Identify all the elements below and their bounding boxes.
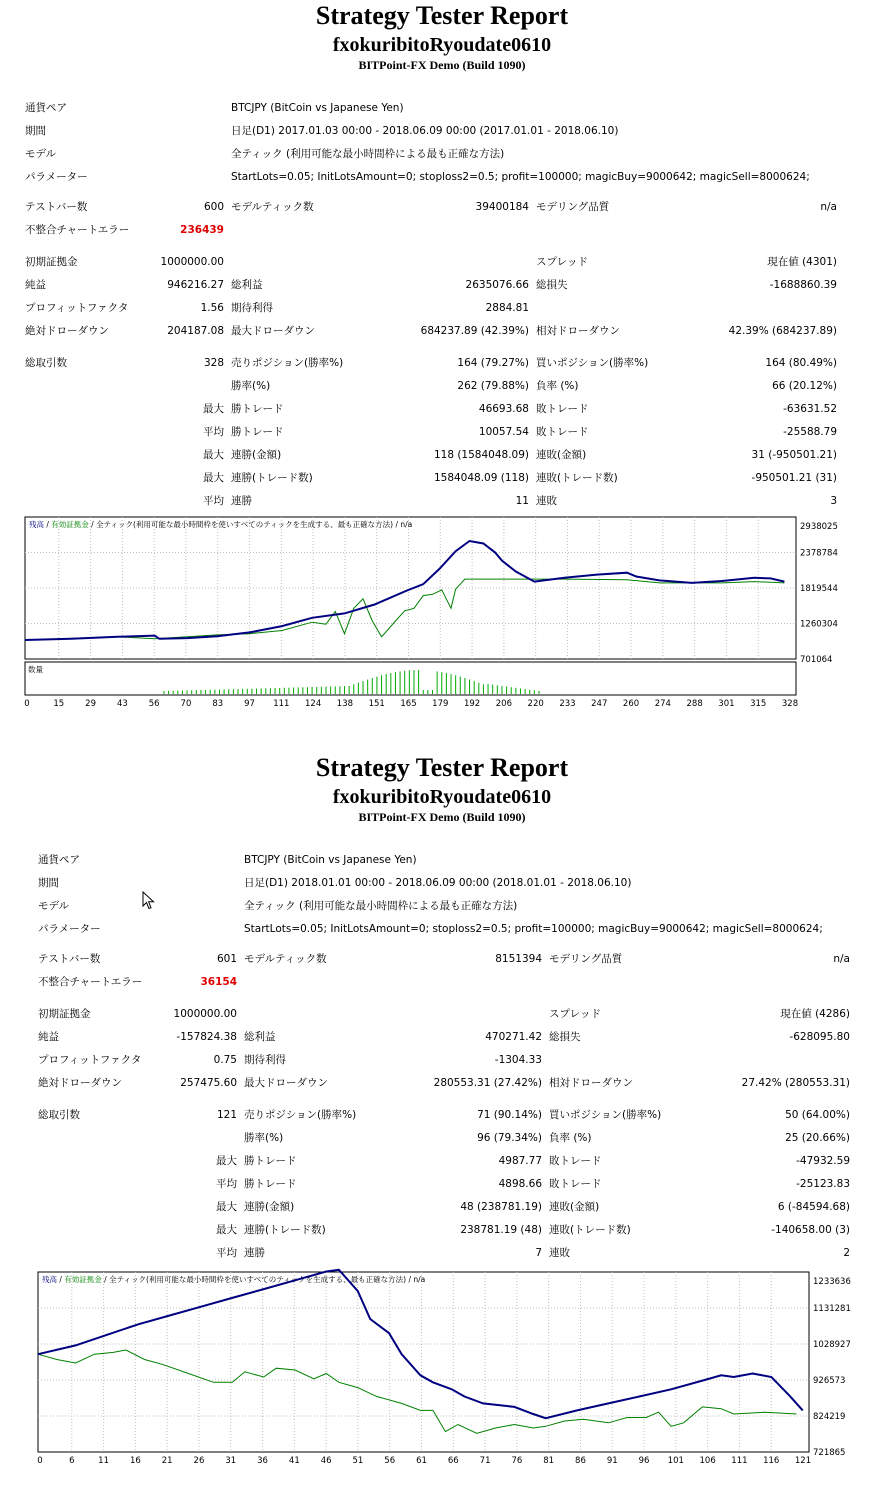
y-tick-label: 1819544 [800,584,838,594]
stat-value: 164 (80.49%) [765,357,837,369]
stat-label: 敗トレード [536,403,589,415]
pf-label: プロフィットファクタ [38,1054,142,1066]
chart-legend [29,519,412,529]
x-tick-label: 56 [148,699,160,709]
x-tick-label: 26 [193,1456,205,1466]
x-tick-label: 206 [495,699,512,709]
stat-label: 連勝(金額) [244,1201,295,1213]
ea-name: fxokuribitoRyoudate0610 [332,34,552,56]
x-tick-label: 138 [336,699,354,709]
stat-label: 連勝(トレード数) [231,472,313,484]
mismatch-label: 不整合チャートエラー [38,976,143,988]
stat-label: 敗トレード [536,426,589,438]
x-tick-label: 6 [69,1456,75,1466]
model-label: モデル [38,900,69,912]
stat-qualifier: 最大 [203,449,224,461]
gross-profit-label: 総利益 [244,1031,276,1043]
max-dd-label: 最大ドローダウン [231,325,315,337]
expected-value: 2884.81 [485,302,529,314]
x-tick-label: 274 [654,699,671,709]
rel-dd-value: 42.39% (684237.89) [728,325,837,337]
chart-legend [42,1274,425,1284]
x-tick-label: 15 [53,699,65,709]
params-label: パラメーター [38,923,101,935]
x-tick-label: 83 [212,699,224,709]
stat-value: -25588.79 [783,426,837,438]
report-2 [0,752,884,1506]
symbol-label: 通貨ペア [38,854,80,866]
stat-label: 負率 (%) [549,1132,592,1144]
stat-qualifier: 平均 [216,1247,237,1259]
stat-value: 50 (64.00%) [785,1109,850,1121]
mismatch-value: 36154 [200,976,237,988]
stat-qualifier: 最大 [216,1224,237,1236]
stat-label: 連敗 [536,495,557,507]
stat-label: 連敗(金額) [536,449,587,461]
stat-label: 連敗(トレード数) [536,472,618,484]
params-value: StartLots=0.05; InitLotsAmount=0; stoploss2=0.5; profit=100000; magicBuy=9000642; magicSell=8000624; [231,171,810,183]
x-tick-label: 111 [273,699,290,709]
y-tick-label: 2378784 [800,548,838,559]
x-tick-label: 36 [257,1456,268,1466]
spread-label: スプレッド [536,256,588,268]
stat-value: 328 [203,357,224,369]
params-value: StartLots=0.05; InitLotsAmount=0; stoploss2=0.5; profit=100000; magicBuy=9000642; magicSell=8000624; [244,923,823,935]
x-tick-label: 96 [638,1456,650,1466]
stat-value: -950501.21 (31) [751,472,837,484]
x-tick-label: 106 [699,1456,716,1466]
x-tick-label: 43 [116,699,128,709]
stat-qualifier: 平均 [216,1178,237,1190]
bars-value: 600 [203,201,224,213]
expected-value: -1304.33 [494,1054,542,1066]
stat-qualifier: 最大 [216,1155,237,1167]
x-tick-label: 51 [352,1456,364,1466]
deposit-label: 初期証拠金 [25,256,78,268]
stat-label: 勝率(%) [231,380,271,392]
stat-label: 総取引数 [38,1109,80,1121]
legend-equity: 有効証拠金 [64,1275,102,1284]
stat-value: -140658.00 (3) [771,1224,850,1236]
symbol-value: BTCJPY (BitCoin vs Japanese Yen) [231,102,404,114]
y-tick-label: 2938025 [800,522,838,532]
legend-equity: 有効証拠金 [51,520,89,529]
x-tick-label: 71 [479,1456,491,1466]
symbol-label: 通貨ペア [25,102,67,114]
y-tick-label: 1131281 [813,1304,851,1314]
server-build: BITPoint-FX Demo (Build 1090) [358,810,526,824]
x-tick-label: 70 [180,699,192,709]
params-label: パラメーター [25,171,88,183]
stat-value: 25 (20.66%) [785,1132,850,1144]
mismatch-label: 不整合チャートエラー [25,224,130,236]
x-tick-label: 116 [763,1456,780,1466]
mouse-cursor-icon [142,891,156,911]
net-label: 純益 [38,1031,59,1043]
x-tick-label: 11 [98,1456,109,1466]
ticks-label: モデルティック数 [231,201,314,213]
spread-label: スプレッド [549,1008,601,1020]
net-value: -157824.38 [176,1031,237,1043]
gross-loss-label: 総損失 [549,1031,581,1043]
model-value: 全ティック (利用可能な最小時間枠による最も正確な方法) [231,148,505,160]
max-dd-value: 280553.31 (27.42%) [433,1077,542,1089]
x-tick-label: 179 [432,699,449,709]
bars-label: テストバー数 [38,953,101,965]
legend-separator: / [44,520,52,529]
stat-label: 連勝 [231,495,252,507]
volume-label: 数量 [28,665,43,674]
gross-profit-value: 470271.42 [485,1031,542,1043]
bars-value: 601 [216,953,237,965]
x-tick-label: 91 [606,1456,618,1466]
stat-value: 10057.54 [478,426,529,438]
x-tick-label: 0 [37,1456,43,1466]
abs-dd-value: 257475.60 [180,1077,237,1089]
stat-value: 11 [515,495,529,507]
report-title: Strategy Tester Report [315,753,569,782]
stat-label: 売りポジション(勝率%) [231,357,344,369]
stat-label: 勝率(%) [244,1132,284,1144]
gross-loss-label: 総損失 [536,279,568,291]
stat-label: 勝トレード [244,1178,297,1190]
stat-qualifier: 最大 [203,472,224,484]
x-tick-label: 29 [85,699,96,709]
ticks-label: モデルティック数 [244,953,327,965]
x-tick-label: 56 [384,1456,396,1466]
expected-label: 期待利得 [244,1054,286,1066]
stat-value: 96 (79.34%) [477,1132,542,1144]
legend-balance: 残高 [29,520,44,529]
stat-label: 連敗(金額) [549,1201,600,1213]
x-tick-label: 46 [320,1456,332,1466]
stat-value: 31 (-950501.21) [751,449,837,461]
x-tick-label: 233 [559,699,576,709]
abs-dd-label: 絶対ドローダウン [25,325,109,337]
x-tick-label: 247 [591,699,608,709]
x-tick-label: 220 [527,699,544,709]
x-tick-label: 165 [400,699,417,709]
x-tick-label: 41 [288,1456,300,1466]
stat-value: 71 (90.14%) [477,1109,542,1121]
ticks-value: 8151394 [495,953,542,965]
stat-label: 連勝 [244,1247,265,1259]
max-dd-value: 684237.89 (42.39%) [420,325,529,337]
x-tick-label: 86 [575,1456,586,1466]
x-tick-label: 0 [24,699,30,709]
pf-value: 1.56 [200,302,224,314]
stat-value: 7 [535,1247,542,1259]
quality-value: n/a [820,201,837,213]
stat-label: 敗トレード [549,1155,602,1167]
stat-label: 総取引数 [25,357,67,369]
ea-name: fxokuribitoRyoudate0610 [332,786,552,808]
x-tick-label: 124 [305,699,322,709]
x-tick-label: 328 [781,699,799,709]
x-tick-label: 66 [447,1456,459,1466]
stat-qualifier: 最大 [203,403,224,415]
stat-value: 4987.77 [498,1155,542,1167]
rel-dd-label: 相対ドローダウン [549,1077,633,1089]
period-value: 日足(D1) 2018.01.01 00:00 - 2018.06.09 00:00 (2018.01.01 - 2018.06.10) [244,877,632,889]
x-tick-label: 61 [416,1456,427,1466]
x-tick-label: 315 [750,699,767,709]
stat-qualifier: 最大 [216,1201,237,1213]
stat-label: 買いポジション(勝率%) [549,1109,662,1121]
deposit-value: 1000000.00 [160,256,224,268]
stat-value: -25123.83 [796,1178,850,1190]
stat-value: 121 [216,1109,237,1121]
model-value: 全ティック (利用可能な最小時間枠による最も正確な方法) [244,900,518,912]
legend-model: / 全ティック(利用可能な最小時間枠を使いすべてのティックを生成する、最も正確な方法) / n/a [101,1275,426,1284]
abs-dd-value: 204187.08 [167,325,224,337]
stat-label: 連敗(トレード数) [549,1224,631,1236]
gross-profit-label: 総利益 [231,279,263,291]
x-tick-label: 97 [244,699,255,709]
stat-label: 勝トレード [231,426,284,438]
stat-label: 売りポジション(勝率%) [244,1109,357,1121]
y-tick-label: 824219 [813,1412,846,1422]
x-tick-label: 260 [622,699,640,709]
deposit-value: 1000000.00 [173,1008,237,1020]
y-tick-label: 926573 [813,1376,846,1386]
period-value: 日足(D1) 2017.01.03 00:00 - 2018.06.09 00:00 (2017.01.01 - 2018.06.10) [231,125,619,137]
x-tick-label: 81 [543,1456,555,1466]
stat-value: 262 (79.88%) [457,380,529,392]
x-tick-label: 76 [511,1456,523,1466]
y-tick-label: 1233636 [813,1277,851,1287]
stat-value: 118 (1584048.09) [433,449,529,461]
x-tick-label: 16 [129,1456,141,1466]
stat-label: 負率 (%) [536,380,579,392]
report-title: Strategy Tester Report [315,1,569,30]
stat-value: -63631.52 [783,403,837,415]
x-tick-label: 301 [718,699,735,709]
stat-label: 買いポジション(勝率%) [536,357,649,369]
stat-value: 238781.19 (48) [460,1224,542,1236]
pf-value: 0.75 [213,1054,237,1066]
period-label: 期間 [38,877,59,889]
deposit-label: 初期証拠金 [38,1008,91,1020]
volume-panel [25,662,796,695]
period-label: 期間 [25,125,46,137]
mismatch-value: 236439 [180,224,224,236]
stat-value: 2 [843,1247,850,1259]
model-label: モデル [25,148,56,160]
x-tick-label: 192 [463,699,481,709]
gross-profit-value: 2635076.66 [465,279,529,291]
stat-label: 連勝(金額) [231,449,282,461]
stat-value: 46693.68 [478,403,529,415]
stat-label: 連敗 [549,1247,570,1259]
spread-value: 現在値 (4301) [767,256,837,268]
balance-chart [0,1267,884,1479]
net-label: 純益 [25,279,46,291]
ticks-value: 39400184 [475,201,529,213]
gross-loss-value: -628095.80 [789,1031,850,1043]
stat-qualifier: 平均 [203,426,224,438]
legend-model: / 全ティック(利用可能な最小時間枠を使いすべてのティックを生成する、最も正確な方法) / n/a [88,520,413,529]
quality-value: n/a [833,953,850,965]
x-tick-label: 121 [794,1456,812,1466]
y-tick-label: 1028927 [813,1340,851,1350]
stat-value: 4898.66 [498,1178,542,1190]
pf-label: プロフィットファクタ [25,302,129,314]
net-value: 946216.27 [167,279,224,291]
legend-balance: 残高 [42,1275,57,1284]
quality-label: モデリング品質 [536,201,610,213]
abs-dd-label: 絶対ドローダウン [38,1077,122,1089]
y-tick-label: 721865 [813,1448,846,1458]
stat-value: 164 (79.27%) [457,357,529,369]
x-tick-label: 151 [368,699,385,709]
gross-loss-value: -1688860.39 [769,279,837,291]
rel-dd-label: 相対ドローダウン [536,325,620,337]
x-tick-label: 111 [731,1456,748,1466]
bars-label: テストバー数 [25,201,88,213]
expected-label: 期待利得 [231,302,273,314]
balance-chart [0,515,884,715]
stat-label: 敗トレード [549,1178,602,1190]
stat-label: 勝トレード [231,403,284,415]
x-tick-label: 288 [686,699,703,709]
max-dd-label: 最大ドローダウン [244,1077,328,1089]
stat-value: 48 (238781.19) [460,1201,542,1213]
stat-value: 3 [830,495,837,507]
rel-dd-value: 27.42% (280553.31) [741,1077,850,1089]
stat-qualifier: 平均 [203,495,224,507]
stat-value: 6 (-84594.68) [777,1201,850,1213]
stat-value: -47932.59 [796,1155,850,1167]
legend-separator: / [57,1275,65,1284]
y-tick-label: 701064 [800,655,833,665]
x-tick-label: 21 [161,1456,173,1466]
stat-label: 連勝(トレード数) [244,1224,326,1236]
symbol-value: BTCJPY (BitCoin vs Japanese Yen) [244,854,417,866]
y-tick-label: 1260304 [800,619,838,630]
stat-value: 1584048.09 (118) [433,472,529,484]
report-1 [0,0,884,752]
x-tick-label: 31 [225,1456,237,1466]
stat-label: 勝トレード [244,1155,297,1167]
server-build: BITPoint-FX Demo (Build 1090) [358,58,526,72]
spread-value: 現在値 (4286) [780,1008,850,1020]
quality-label: モデリング品質 [549,953,623,965]
stat-value: 66 (20.12%) [772,380,837,392]
x-tick-label: 101 [667,1456,684,1466]
